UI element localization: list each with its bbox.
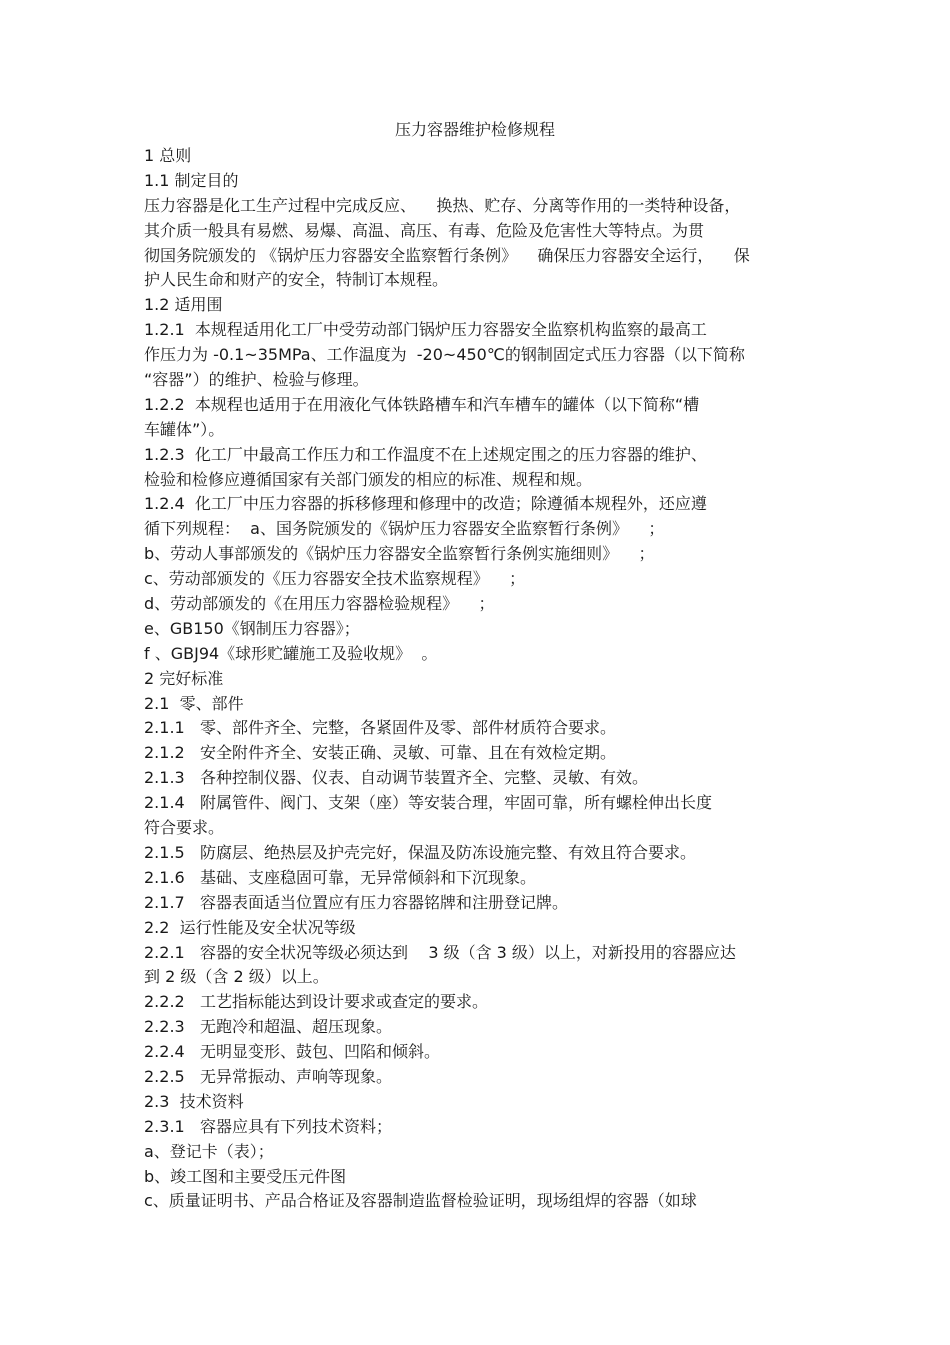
text-line: 2.1.3 各种控制仪器、仪表、自动调节装置齐全、完整、灵敏、有效。 [144, 768, 648, 788]
text-line: 2.1.6 基础、支座稳固可靠，无异常倾斜和下沉现象。 [144, 867, 536, 887]
text-line: 检验和检修应遵循国家有关部门颁发的相应的标准、规程和规。 [144, 469, 593, 489]
text-line: 到 2 级（含 2 级）以上。 [144, 967, 329, 987]
document-title: 压力容器维护检修规程 [394, 120, 555, 139]
text-line: 护人民生命和财产的安全，特制订本规程。 [144, 270, 449, 290]
text-line: 2.2.1 容器的安全状况等级必须达到 3 级（含 3 级）以上，对新投用的容器应达 [144, 942, 736, 962]
text-line: 2.1 零、部件 [144, 693, 244, 713]
text-line: 2.1.4 附属管件、阀门、支架（座）等安装合理，牢固可靠，所有螺栓伸出长度 [144, 793, 712, 813]
text-line: 2.2 运行性能及安全状况等级 [144, 917, 356, 937]
text-line: 1.2.3 化工厂中最高工作压力和工作温度不在上述规定围之的压力容器的维护、 [144, 444, 707, 464]
text-line: 1.2.2 本规程也适用于在用液化气体铁路槽车和汽车槽车的罐体（以下简称“槽 [144, 394, 700, 414]
text-line: a、登记卡（表）； [144, 1141, 274, 1161]
text-line: 2.1.7 容器表面适当位置应有压力容器铭牌和注册登记牌。 [144, 892, 568, 912]
text-line: 2.2.3 无跑冷和超温、超压现象。 [144, 1017, 392, 1037]
text-line: 循下列规程： a、国务院颁发的《锅炉压力容器安全监察暂行条例》 ； [144, 519, 665, 539]
text-line: 2.3 技术资料 [144, 1091, 244, 1111]
text-line: “容器”）的维护、检验与修理。 [144, 370, 369, 390]
document-body [144, 144, 824, 1214]
text-line: 符合要求。 [144, 818, 225, 838]
text-line: 1.2.4 化工厂中压力容器的拆移修理和修理中的改造；除遵循本规程外，还应遵 [144, 494, 707, 514]
text-line: 彻国务院颁发的 《锅炉压力容器安全监察暂行条例》 确保压力容器安全运行， 保 [144, 245, 750, 265]
text-line: c、劳动部颁发的《压力容器安全技术监察规程》 ； [144, 569, 526, 589]
text-line: 1.2 适用围 [144, 295, 223, 315]
text-line: 车罐体”）。 [144, 419, 225, 439]
text-line: 其介质一般具有易燃、易爆、高温、高压、有毒、危险及危害性大等特点。为贯 [144, 220, 705, 240]
text-line: c、质量证明书、产品合格证及容器制造监督检验证明，现场组焊的容器（如球 [144, 1191, 697, 1211]
text-line: 2.2.2 工艺指标能达到设计要求或查定的要求。 [144, 992, 488, 1012]
text-line: d、劳动部颁发的《在用压力容器检验规程》 ； [144, 594, 495, 614]
text-line: 2.1.2 安全附件齐全、安装正确、灵敏、可靠、且在有效检定期。 [144, 743, 616, 763]
text-line: b、劳动人事部颁发的《锅炉压力容器安全监察暂行条例实施细则》 ； [144, 544, 655, 564]
text-line: 1.2.1 本规程适用化工厂中受劳动部门锅炉压力容器安全监察机构监察的最高工 [144, 320, 707, 340]
text-line: 2.2.4 无明显变形、鼓包、凹陷和倾斜。 [144, 1042, 440, 1062]
text-line: 1.1 制定目的 [144, 170, 239, 190]
text-line: e、GB150《钢制压力容器》； [144, 618, 360, 638]
text-line: 1 总则 [144, 146, 192, 165]
text-line: 2 完好标准 [144, 668, 224, 688]
text-line: 2.1.1 零、部件齐全、完整，各紧固件及零、部件材质符合要求。 [144, 718, 616, 738]
text-line: 压力容器是化工生产过程中完成反应、 换热、贮存、分离等作用的一类特种设备， [144, 195, 741, 215]
text-line: 2.2.5 无异常振动、声响等现象。 [144, 1066, 392, 1086]
text-line: 2.3.1 容器应具有下列技术资料； [144, 1116, 392, 1136]
text-line: 作压力为 -0.1~35MPa、工作温度为 -20~450℃的钢制固定式压力容器（以下简称 [144, 345, 745, 365]
text-line: f 、GBJ94《球形贮罐施工及验收规》 。 [144, 643, 438, 663]
text-line: 2.1.5 防腐层、绝热层及护壳完好，保温及防冻设施完整、有效且符合要求。 [144, 842, 696, 862]
text-line: b、竣工图和主要受压元件图 [144, 1166, 347, 1186]
